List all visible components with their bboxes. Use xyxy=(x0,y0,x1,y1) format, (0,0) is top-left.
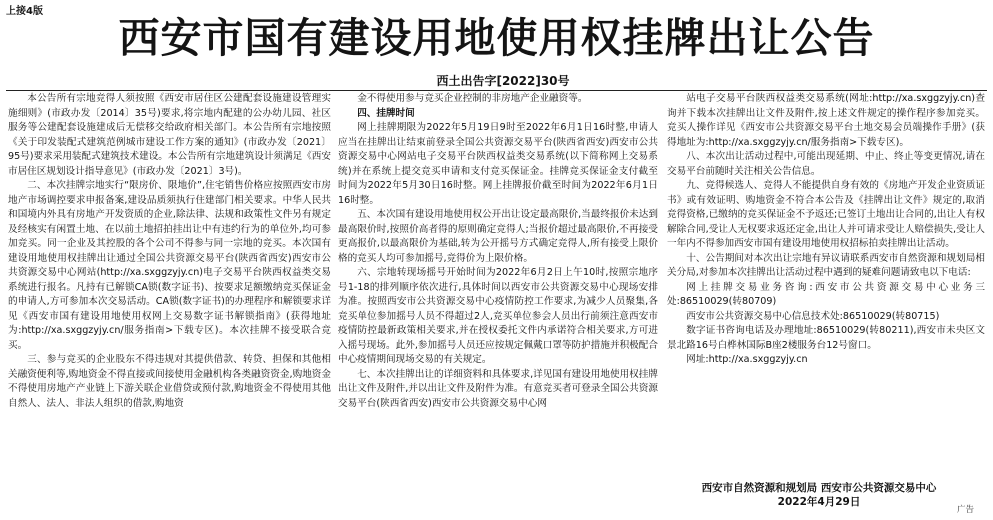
text-column-3 xyxy=(667,92,985,506)
paragraph: 网上挂牌期限为2022年5月19日9时至2022年6月1日16时整,申请人应当在挂牌出让结束前登录全国公共资源交易平台(陕西省西安)西安市公共资源交易中心网站电子交易平台陕西权益类交易系统(以下简称网上交易系统)并在系统上提交竞买申请和支付竞买保证金。挂牌竞买保证金支付截至时间为2022年5月30日16时整。网上挂牌报价截至时间为2022年6月1日16时整。 xyxy=(338,122,658,206)
text-column-1 xyxy=(8,92,331,506)
section-heading: 四、挂牌时间 xyxy=(357,107,415,119)
paragraph: 站电子交易平台陕西权益类交易系统(网址:http://xa.sxggzyjy.cn)查询并下载本次挂牌出让文件及附件,按上述文件规定的操作程序参加竞买。竞买人操作详见《西安市公共资源交易平台土地交易会员端操作手册》(获得地址为:http://xa.sxggzyjy.cn/服务指南>下载专区)。 xyxy=(667,93,985,148)
paragraph: 八、本次出让活动过程中,可能出现延期、中止、终止等变更情况,请在交易平台前随时关注相关公告信息。 xyxy=(667,151,985,177)
ad-label: 广告 xyxy=(957,505,975,515)
signature-date: 2022年4月29日 xyxy=(777,496,861,508)
contact-line: 数字证书咨询电话及办理地址:86510029(转80211),西安市未央区文景北路16号白桦林国际B座2楼服务台12号窗口。 xyxy=(667,325,985,351)
website-line: 网址:http://xa.sxggzyjy.cn xyxy=(686,354,808,365)
announcement-title: 西安市国有建设用地使用权挂牌出让公告 xyxy=(118,14,875,62)
page-continuation-tag: 上接4版 xyxy=(6,6,43,17)
signature-org: 西安市自然资源和规划局 西安市公共资源交易中心 xyxy=(701,482,937,494)
title-divider xyxy=(6,90,987,91)
contact-line: 网上挂牌交易业务咨询:西安市公共资源交易中心业务三处:86510029(转80709) xyxy=(667,281,985,307)
paragraph: 五、本次国有建设用地使用权公开出让设定最高限价,当最终报价未达到最高限价时,按照价高者得的原则确定竞得人;当报价超过最高限价,不再接受更高报价,以最高限价为基础,转为公开摇号方式确定竞得人,所有接受上限价格的竞买人均可参加摇号,竞得价为上限价格。 xyxy=(338,209,658,264)
signature-block xyxy=(669,481,969,509)
paragraph: 金不得使用参与竞买企业控制的非房地产企业融资等。 xyxy=(357,93,588,104)
paragraph: 六、宗地转现场摇号开始时间为2022年6月2日上午10时,按照宗地序号1-18的排列顺序依次进行,具体时间以西安市公共资源交易中心现场安排为准。按照西安市公共资源交易中心疫情防控工作要求,为减少人员聚集,各竞买单位参加摇号人员不得超过2人,竞买单位参会人员出行前须注意西安市疫情防控最新政策相关要求,并在授权委托文件内承诺符合相关要求,方可进入摇号现场。此外,参加摇号人员还应按规定佩戴口罩等防护措施并积极配合中心疫情期间现场交易的有关规定。 xyxy=(338,267,658,365)
paragraph: 七、本次挂牌出让的详细资料和具体要求,详见国有建设用地使用权挂牌出让文件及附件,并以出让文件及附件为准。有意竞买者可登录全国公共资源交易平台(陕西省西安)西安市公共资源交易中心网 xyxy=(338,368,658,409)
text-column-2 xyxy=(338,92,658,506)
paragraph: 十、公告期间对本次出让宗地有异议请联系西安市自然资源和规划局相关分局,对参加本次挂牌出让活动过程中遇到的疑难问题请致电以下电话: xyxy=(667,252,985,278)
paragraph: 二、本次挂牌宗地实行“限房价、限地价”,住宅销售价格应按照西安市房地产市场调控要求申报备案,建设品质须执行住建部门相关要求。中华人民共和国境内外具有房地产开发资质的企业,除法律、法规和政策性文件另有规定及经核实有闲置土地、在以前土地招拍挂出让中有违约行为的单位外,均可参加竞买。同一企业及其控股的各个公司不得参与同一宗地的竞买。本次国有建设用地使用权挂牌出让通过全国公共资源交易平台(陕西省西安)西安市公共资源交易中心网站(http://xa.sxggzyjy.cn)电子交易平台陕西权益类交易系统进行报名。凡持有已解锁CA锁(数字证书)、按要求足额缴纳竞买保证金的申请人,方可参加本次交易活动。CA锁(数字证书)的办理程序和解锁要求详见《西安市国有建设用地使用权网上交易数字证书解锁指南》(获得地址为:http://xa.sxggzyjy.cn/服务指南>下载专区)。本次挂牌不接受联合竞买。 xyxy=(8,180,331,351)
document-number: 西土出告字[2022]30号 xyxy=(436,74,570,88)
paragraph: 九、竞得候选人、竞得人不能提供自身有效的《房地产开发企业资质证书》或有效证明、购地资金不符合本公告及《挂牌出让文件》规定的,取消竞得资格,已缴纳的竞买保证金不予返还;已签订土地出让合同的,出让人有权解除合同,受让人无权要求返还定金,出让人并可请求受让人赔偿损失,受让人一年内不得参加西安市国有建设用地使用权招标拍卖挂牌出让活动。 xyxy=(667,180,985,249)
contact-line: 西安市公共资源交易中心信息技术处:86510029(转80715) xyxy=(686,310,940,322)
paragraph: 三、参与竞买的企业股东不得违规对其提供借款、转贷、担保和其他相关融资便利等,购地资金不得直接或间接使用金融机构各类融资资金,购地资金不得使用房地产产业链上下游关联企业借贷或预付款,购地资金不得使用其他自然人、法人、非法人组织的借款,购地资 xyxy=(8,354,331,409)
paragraph: 本公告所有宗地竞得人须按照《西安市居住区公建配套设施建设管理实施细则》(市政办发〔2014〕35号)要求,将宗地内配建的公办幼儿园、社区服务等公建配套设施建成后无偿移交给政府相关部门。本公告所有宗地按照《关于印发装配式建筑范例城市建设工作方案的通知》(市政办发〔2021〕95号)要求采用装配式建筑技术建设。本公告所有宗地建筑设计须满足《西安市居住区规划设计指导意见》(市政办发〔2021〕3号)。 xyxy=(8,93,331,177)
